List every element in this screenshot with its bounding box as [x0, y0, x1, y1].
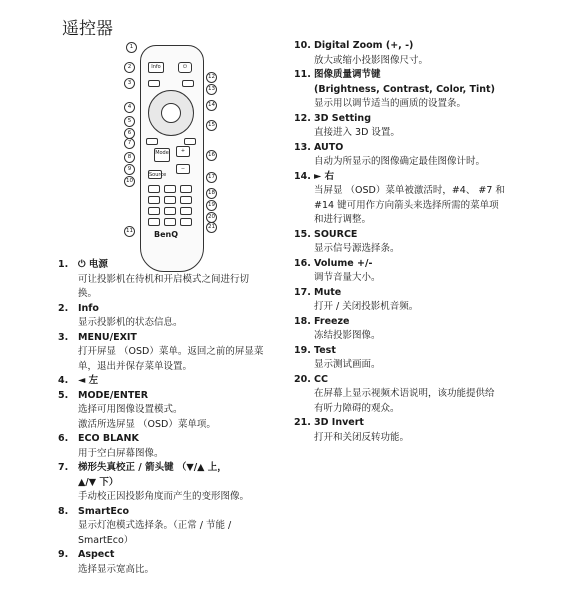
list-item — [294, 112, 534, 141]
remote-info-button: Info — [148, 62, 164, 73]
callout-13: 13 — [206, 84, 217, 95]
item-desc: 和进行调整。 — [314, 214, 372, 225]
item-number: 16. — [294, 257, 311, 269]
list-item — [58, 548, 288, 577]
callout-4: 4 — [124, 102, 135, 113]
item-title: ECO BLANK — [78, 433, 139, 444]
remote-mode-button: Mode — [154, 148, 170, 162]
list-item — [294, 315, 534, 344]
callout-19: 19 — [206, 200, 217, 211]
list-item — [58, 432, 288, 461]
item-desc: 用于空白屏幕图像。 — [78, 447, 164, 459]
callout-8: 8 — [124, 152, 135, 163]
remote-grid-button — [164, 207, 176, 215]
item-number: 19. — [294, 344, 311, 356]
callout-16: 16 — [206, 150, 217, 161]
remote-brand-logo: BenQ — [154, 230, 179, 239]
list-item — [294, 68, 534, 112]
item-title: SmartEco — [78, 505, 130, 517]
item-number: 17. — [294, 286, 311, 298]
callout-14: 14 — [206, 100, 217, 111]
item-number: 7. — [58, 462, 69, 473]
callout-6: 6 — [124, 128, 135, 139]
callout-12: 12 — [206, 72, 217, 83]
callout-2: 2 — [124, 62, 135, 73]
list-item — [294, 373, 534, 417]
callout-18: 18 — [206, 188, 217, 199]
list-item — [58, 258, 288, 302]
callout-15: 15 — [206, 120, 217, 131]
remote-grid-button — [180, 196, 192, 204]
function-list-left — [58, 258, 288, 577]
remote-dpad-center — [161, 103, 181, 123]
item-desc: 调节音量大小。 — [314, 272, 381, 283]
item-desc: 手动校正因投影角度而产生的变形图像。 — [78, 491, 250, 502]
list-item — [294, 228, 534, 257]
remote-zoom-plus-button: + — [176, 146, 190, 157]
list-item — [58, 331, 288, 375]
item-title: 梯形失真校正 / 箭头键 （▼/▲ 上， — [78, 462, 227, 473]
item-number: 21. — [294, 417, 311, 428]
list-item — [58, 389, 288, 433]
item-desc: 显示投影机的状态信息。 — [78, 317, 183, 328]
item-desc: 显示灯泡模式选择条。（正常 / 节能 / — [78, 520, 232, 531]
item-desc: 当屏显 （OSD）菜单被激活时，#4、 #7 和 — [314, 185, 505, 196]
list-item — [58, 461, 288, 505]
item-desc: 换。 — [78, 288, 98, 299]
callout-1: 1 — [126, 42, 137, 53]
list-item — [294, 344, 534, 373]
item-title: Test — [314, 344, 336, 356]
remote-top-right-button — [182, 80, 194, 87]
item-title: 3D Setting — [314, 112, 371, 124]
item-number: 14. — [294, 170, 311, 182]
list-item — [58, 302, 288, 331]
remote-grid-button — [180, 207, 192, 215]
item-title: Info — [78, 302, 99, 314]
item-title: 3D Invert — [314, 417, 364, 428]
item-desc: 激活所选屏显 （OSD）菜单项。 — [78, 418, 216, 430]
item-desc: 选择可用图像设置模式。 — [78, 404, 183, 415]
item-title: Aspect — [78, 549, 115, 560]
item-title: SOURCE — [314, 228, 358, 240]
callout-17: 17 — [206, 172, 217, 183]
callout-5: 5 — [124, 116, 135, 127]
list-item — [294, 141, 534, 170]
item-number: 9. — [58, 549, 69, 560]
remote-grid-button — [164, 185, 176, 193]
item-title: Digital Zoom (+, -) — [314, 40, 414, 51]
item-desc: 可让投影机在待机和开启模式之间进行切 — [78, 273, 250, 285]
item-desc: 自动为所显示的图像确定最佳图像计时。 — [314, 156, 486, 167]
item-number: 5. — [58, 389, 69, 401]
item-desc: 放大或缩小投影图像尺寸。 — [314, 54, 429, 66]
item-desc: 显示信号源选择条。 — [314, 243, 400, 254]
list-item — [294, 170, 534, 228]
callout-11: 11 — [124, 226, 135, 237]
item-desc: SmartEco） — [78, 534, 134, 546]
item-number: 1. — [58, 259, 69, 270]
item-title: ► 右 — [314, 170, 335, 182]
item-number: 18. — [294, 315, 311, 327]
item-number: 4. — [58, 375, 69, 386]
item-desc: 显示用以调节适当的画质的设置条。 — [314, 98, 467, 109]
remote-dpad — [148, 90, 194, 136]
callout-3: 3 — [124, 78, 135, 89]
callout-21: 21 — [206, 222, 217, 233]
list-item — [294, 416, 534, 445]
callout-20: 20 — [206, 212, 217, 223]
item-desc: 选择显示宽高比。 — [78, 563, 155, 575]
item-desc: 打开屏显 （OSD）菜单。返回之前的屏显菜 — [78, 346, 264, 357]
item-desc: 冻结投影图像。 — [314, 330, 381, 341]
page-title: 遥控器 — [62, 19, 113, 39]
item-title: 图像质量调节键 — [314, 69, 381, 80]
remote-grid-button — [148, 196, 160, 204]
item-desc: 有听力障碍的观众。 — [314, 402, 400, 414]
function-list-right — [294, 39, 534, 445]
item-title: Volume +/- — [314, 257, 373, 269]
item-title: Freeze — [314, 315, 350, 327]
item-number: 10. — [294, 40, 311, 51]
list-item — [294, 39, 534, 68]
item-number: 12. — [294, 112, 311, 124]
item-desc: 单，退出并保存菜单设置。 — [78, 360, 193, 372]
remote-top-left-button — [148, 80, 160, 87]
item-desc: 在屏幕上显示视频术语说明，该功能提供给 — [314, 388, 495, 399]
remote-grid-button — [148, 218, 160, 226]
remote-grid-button — [148, 185, 160, 193]
item-number: 20. — [294, 373, 311, 385]
item-title: MODE/ENTER — [78, 389, 149, 401]
list-item — [58, 505, 288, 549]
item-title: ◄ 左 — [78, 375, 99, 386]
remote-grid-button — [164, 218, 176, 226]
remote-zoom-minus-button: − — [176, 164, 190, 174]
remote-source-button: Source — [149, 172, 167, 178]
item-desc: 打开和关闭反转功能。 — [314, 431, 410, 443]
item-title: MENU/EXIT — [78, 331, 137, 343]
remote-right-small-button — [184, 138, 196, 145]
remote-left-small-button — [146, 138, 158, 145]
item-title: ⏻ 电源 — [78, 259, 108, 270]
item-title-continued: ▲/▼ 下） — [78, 476, 119, 488]
remote-grid-button — [148, 207, 160, 215]
list-item — [58, 374, 288, 389]
item-title: Mute — [314, 286, 342, 298]
remote-grid-button — [180, 185, 192, 193]
item-number: 13. — [294, 141, 311, 153]
item-desc: 显示测试画面。 — [314, 359, 381, 370]
item-title: AUTO — [314, 141, 344, 153]
callout-10: 10 — [124, 176, 135, 187]
item-number: 6. — [58, 433, 69, 444]
callout-9: 9 — [124, 164, 135, 175]
remote-grid-button — [164, 196, 176, 204]
item-title-continued: (Brightness, Contrast, Color, Tint) — [314, 83, 495, 95]
remote-grid-button — [180, 218, 192, 226]
item-number: 15. — [294, 228, 311, 240]
item-title: CC — [314, 373, 328, 385]
callout-7: 7 — [124, 138, 135, 149]
list-item — [294, 286, 534, 315]
item-number: 2. — [58, 302, 69, 314]
item-desc: 直接进入 3D 设置。 — [314, 127, 400, 138]
remote-power-button: ⏻ — [178, 62, 192, 73]
item-number: 3. — [58, 331, 69, 343]
remote-control-illustration — [118, 40, 228, 240]
item-number: 11. — [294, 69, 311, 80]
item-number: 8. — [58, 505, 69, 517]
list-item — [294, 257, 534, 286]
item-desc: 打开 / 关闭投影机音频。 — [314, 301, 419, 312]
item-desc: #14 键可用作方向箭头来选择所需的菜单项 — [314, 199, 499, 211]
